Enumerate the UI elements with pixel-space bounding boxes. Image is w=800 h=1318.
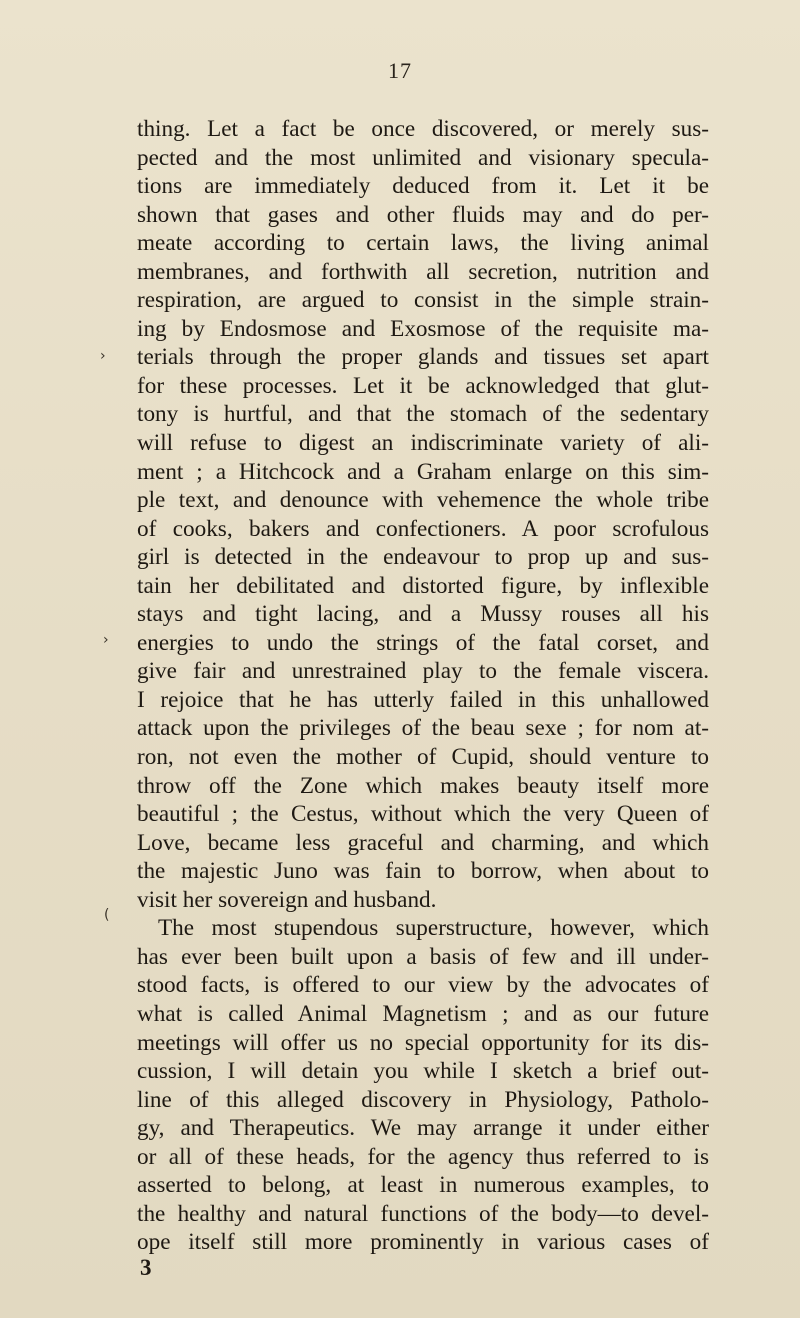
text-line: what is called Animal Magnetism ; and as our future (137, 1000, 709, 1027)
text-line: energies to undo the strings of the fatal corset, and (137, 629, 709, 656)
text-line: attack upon the privileges of the beau sexe ; for nom at- (137, 715, 709, 742)
text-line: for these processes. Let it be acknowledged that glut- (137, 372, 709, 399)
text-line: cussion, I will detain you while I sketch a brief out- (137, 1058, 709, 1085)
margin-mark: › (103, 632, 109, 648)
text-line: ing by Endosmose and Exosmose of the requisite ma- (137, 315, 709, 342)
text-line: stood facts, is offered to our view by the advocates of (137, 972, 709, 999)
text-line: has ever been built upon a basis of few and ill under- (137, 943, 709, 970)
text-line: visit her sovereign and husband. (137, 886, 437, 913)
text-line: terials through the proper glands and tissues set apart (137, 344, 709, 371)
margin-mark: ( (104, 907, 110, 923)
text-line: the majestic Juno was fain to borrow, when about to (137, 858, 709, 885)
signature-mark: 3 (140, 1255, 152, 1280)
text-line: The most stupendous superstructure, however, which (158, 915, 709, 942)
text-line: tain her debilitated and distorted figure, by inflexible (137, 572, 709, 599)
margin-mark: › (100, 348, 106, 364)
text-line: stays and tight lacing, and a Mussy rouses all his (137, 601, 709, 628)
text-line: the healthy and natural functions of the body—to devel- (137, 1200, 709, 1227)
text-line: ple text, and denounce with vehemence the whole tribe (137, 487, 709, 514)
text-line: line of this alleged discovery in Physiology, Patholo- (137, 1086, 709, 1113)
text-line: meetings will offer us no special opportunity for its dis- (137, 1029, 709, 1056)
text-line: shown that gases and other fluids may and do per- (137, 201, 709, 228)
text-line: Love, became less graceful and charming, and which (137, 829, 709, 856)
text-line: ope itself still more prominently in various cases of (137, 1229, 709, 1256)
text-line: girl is detected in the endeavour to prop up and sus- (137, 544, 709, 571)
text-line: I rejoice that he has utterly failed in this unhallowed (137, 686, 709, 713)
text-line: beautiful ; the Cestus, without which the very Queen of (137, 801, 709, 828)
text-line: or all of these heads, for the agency thus referred to is (137, 1143, 709, 1170)
text-line: of cooks, bakers and confectioners. A poor scrofulous (137, 515, 709, 542)
text-line: ment ; a Hitchcock and a Graham enlarge on this sim- (137, 458, 709, 485)
text-line: will refuse to digest an indiscriminate variety of ali- (137, 430, 709, 457)
text-line: give fair and unrestrained play to the female viscera. (137, 658, 709, 685)
text-line: ron, not even the mother of Cupid, should venture to (137, 744, 709, 771)
text-line: tions are immediately deduced from it. Let it be (137, 173, 709, 200)
text-line: throw off the Zone which makes beauty itself more (137, 772, 709, 799)
text-line: thing. Let a fact be once discovered, or merely sus- (137, 116, 709, 142)
text-line: membranes, and forthwith all secretion, nutrition and (137, 258, 709, 285)
text-line: tony is hurtful, and that the stomach of the sedentary (137, 401, 709, 428)
text-line: gy, and Therapeutics. We may arrange it under either (137, 1115, 709, 1142)
page-number: 17 (388, 58, 412, 83)
text-line: respiration, are argued to consist in the simple strain- (137, 287, 709, 314)
body-text (137, 115, 709, 1257)
text-line: meate according to certain laws, the living animal (137, 230, 709, 257)
text-line: asserted to belong, at least in numerous examples, to (137, 1172, 709, 1199)
text-line: pected and the most unlimited and visionary specula- (137, 144, 709, 171)
